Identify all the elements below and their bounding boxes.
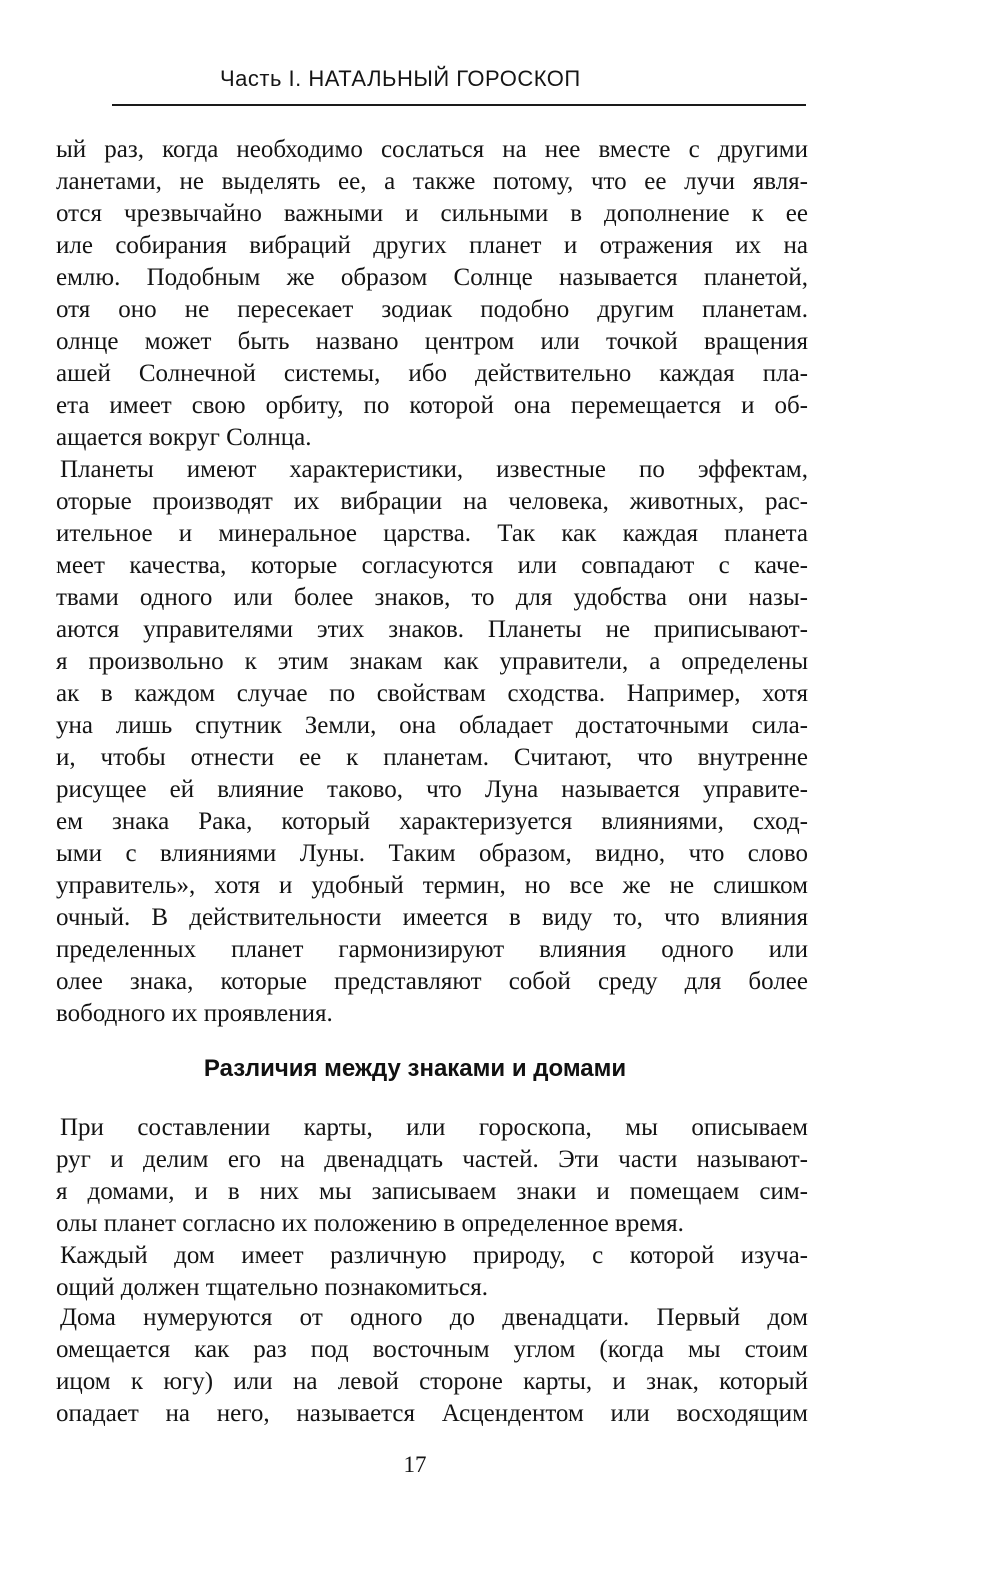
- text-line: вободного их проявления.: [56, 1000, 333, 1027]
- text-line: ета имеет свою орбиту, по которой она перемещается и об-: [56, 392, 808, 419]
- text-line: Каждый дом имеет различную природу, с которой изуча-: [60, 1242, 808, 1269]
- text-line: ланетами, не выделять ее, а также потому, что ее лучи явля-: [56, 168, 808, 195]
- text-line: Дома нумеруются от одного до двенадцати. Первый дом: [60, 1304, 808, 1331]
- text-line: аются управителями этих знаков. Планеты не приписывают-: [56, 616, 808, 643]
- paragraph-5: [56, 1302, 808, 1430]
- page-number: 17: [403, 1452, 427, 1477]
- text-line: отся чрезвычайно важными и сильными в дополнение к ее: [56, 200, 808, 227]
- text-line: Планеты имеют характеристики, известные по эффектам,: [60, 456, 808, 483]
- text-line: олы планет согласно их положению в определенное время.: [56, 1210, 684, 1237]
- text-line: ыми с влияниями Луны. Таким образом, видно, что слово: [56, 840, 808, 867]
- text-line: и, чтобы отнести ее к планетам. Считают, что внутренне: [56, 744, 808, 771]
- text-line: рисущее ей влияние таково, что Луна называется управите-: [56, 776, 808, 803]
- text-line: емлю. Подобным же образом Солнце называется планетой,: [56, 264, 808, 291]
- paragraph-4: [56, 1240, 808, 1304]
- text-line: управитель», хотя и удобный термин, но все же не слишком: [56, 872, 808, 899]
- running-header-title: Часть I. НАТАЛЬНЫЙ ГОРОСКОП: [220, 66, 581, 91]
- text-line: ый раз, когда необходимо сослаться на нее вместе с другими: [56, 136, 808, 163]
- text-line: меет качества, которые согласуются или совпадают с каче-: [56, 552, 808, 579]
- text-line: При составлении карты, или гороскопа, мы описываем: [60, 1114, 808, 1141]
- text-line: отя оно не пересекает зодиак подобно другим планетам.: [56, 296, 808, 323]
- header-rule: [112, 104, 806, 106]
- text-line: олее знака, которые представляют собой среду для более: [56, 968, 808, 995]
- text-line: ак в каждом случае по свойствам сходства. Например, хотя: [56, 680, 808, 707]
- text-line: ощий должен тщательно познакомиться.: [56, 1274, 488, 1301]
- text-line: пределенных планет гармонизируют влияния одного или: [56, 936, 808, 963]
- text-line: ем знака Рака, который характеризуется влияниями, сход-: [56, 808, 808, 835]
- text-line: я домами, и в них мы записываем знаки и помещаем сим-: [56, 1178, 808, 1205]
- text-line: твами одного или более знаков, то для удобства они назы-: [56, 584, 808, 611]
- text-line: ицом к югу) или на левой стороне карты, и знак, который: [56, 1368, 808, 1395]
- text-line: опадает на него, называется Асцендентом или восходящим: [56, 1400, 808, 1427]
- text-line: уна лишь спутник Земли, она обладает достаточными сила-: [56, 712, 808, 739]
- text-line: олнце может быть названо центром или точкой вращения: [56, 328, 808, 355]
- text-line: я произвольно к этим знакам как управители, а определены: [56, 648, 808, 675]
- text-line: руг и делим его на двенадцать частей. Эти части называют-: [56, 1146, 808, 1173]
- paragraph-2: [56, 454, 808, 1030]
- paragraph-1: [56, 134, 808, 454]
- text-line: иле собирания вибраций других планет и отражения их на: [56, 232, 808, 259]
- text-line: оторые производят их вибрации на человека, животных, рас-: [56, 488, 808, 515]
- text-line: ащается вокруг Солнца.: [56, 424, 312, 451]
- text-line: омещается как раз под восточным углом (когда мы стоим: [56, 1336, 808, 1363]
- paragraph-3: [56, 1112, 808, 1240]
- text-line: ительное и минеральное царства. Так как каждая планета: [56, 520, 808, 547]
- text-line: очный. В действительности имеется в виду то, что влияния: [56, 904, 808, 931]
- text-line: ашей Солнечной системы, ибо действительно каждая пла-: [56, 360, 808, 387]
- section-heading: Различия между знаками и домами: [203, 1055, 627, 1082]
